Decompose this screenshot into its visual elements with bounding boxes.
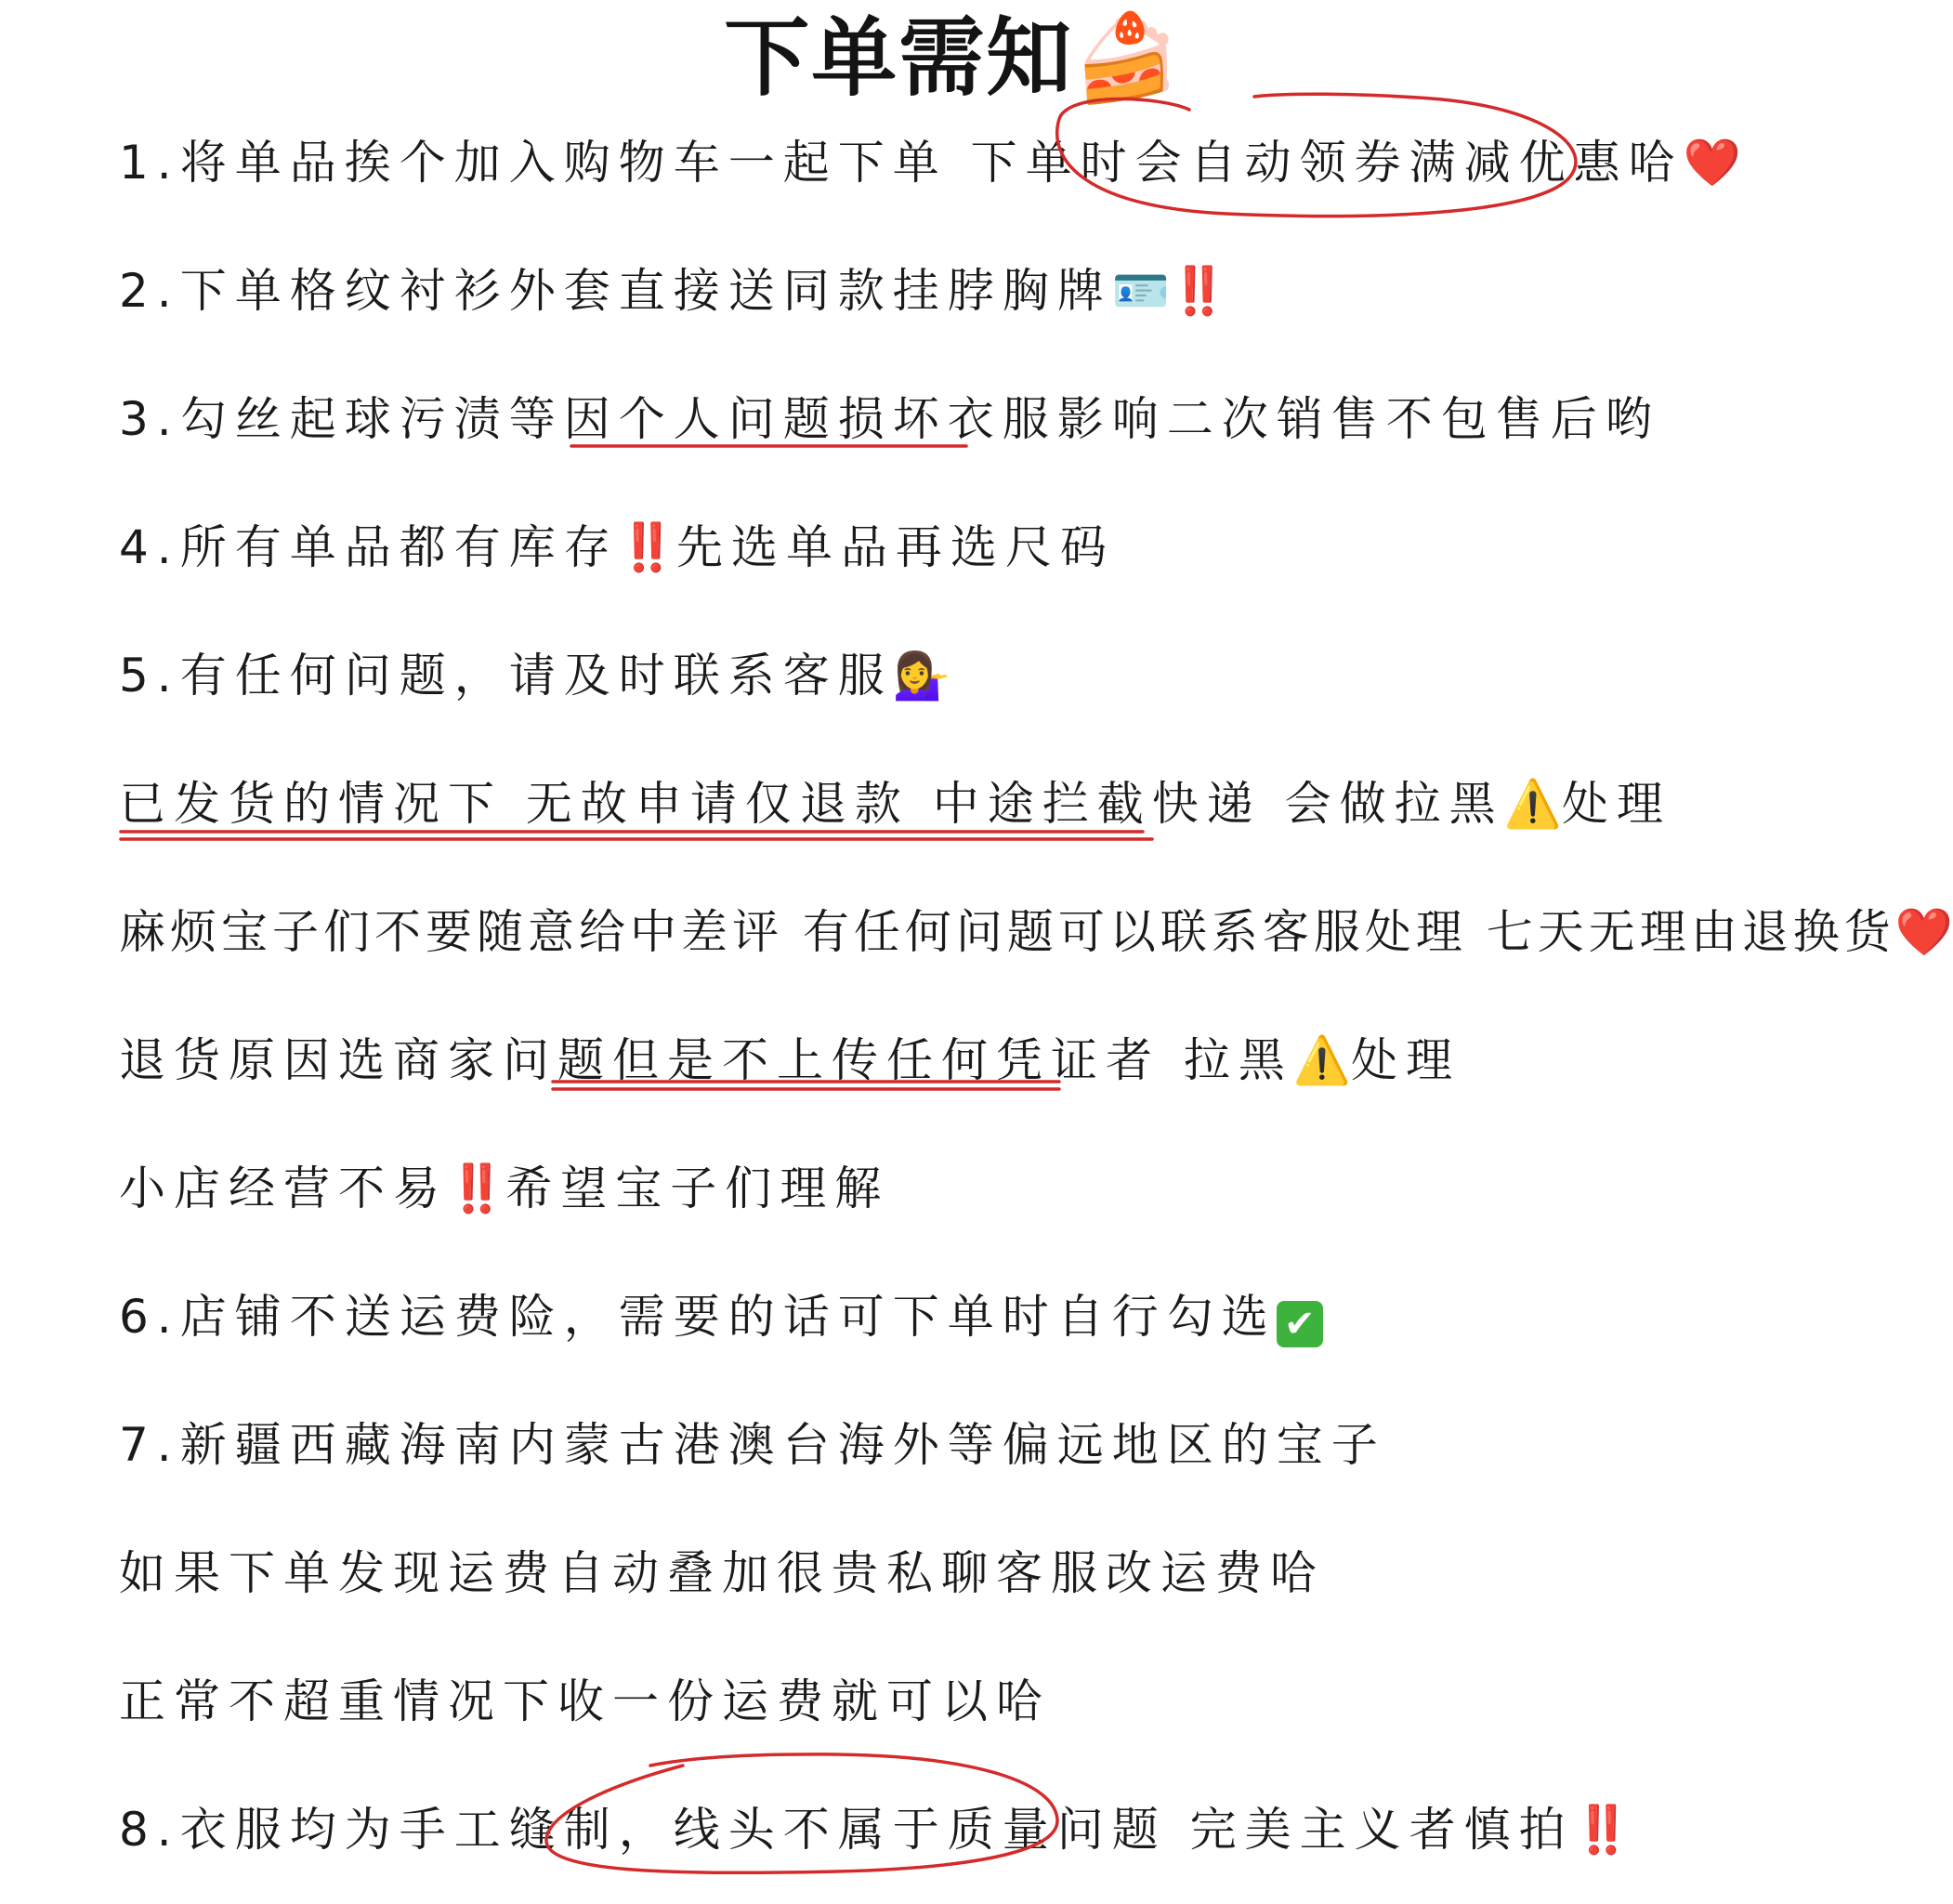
notice-line-6-text-b: 处理 — [1561, 777, 1671, 831]
notice-line-4-text-b: 先选单品再选尺码 — [675, 520, 1115, 574]
double-exclamation-icon: ‼️ — [448, 1162, 506, 1215]
notice-line-8 — [119, 1028, 1461, 1093]
warning-icon: ⚠️ — [1292, 1033, 1352, 1087]
double-exclamation-icon: ‼️ — [1169, 264, 1228, 318]
woman-tipping-hand-icon: 💁‍♀️ — [892, 649, 950, 703]
check-box-icon: ✔ — [1277, 1301, 1323, 1347]
notice-line-3 — [119, 387, 1660, 452]
page-title — [0, 7, 1904, 110]
notice-line-9-text-b: 希望宝子们理解 — [505, 1162, 890, 1215]
notice-line-2 — [119, 258, 1227, 323]
notice-line-7 — [119, 899, 1953, 965]
notice-line-12 — [119, 1541, 1325, 1606]
notice-line-1 — [119, 130, 1741, 195]
double-exclamation-icon: ‼️ — [1573, 1803, 1632, 1857]
notice-line-3-text: 3.勾丝起球污渍等因个人问题损坏衣服影响二次销售不包售后哟 — [119, 392, 1660, 446]
notice-line-8-text-b: 处理 — [1351, 1033, 1461, 1087]
notice-line-7-text: 麻烦宝子们不要随意给中差评 有任何问题可以联系客服处理 七天无理由退换货 — [119, 905, 1895, 959]
cake-icon: 🍰 — [1073, 8, 1180, 108]
notice-line-9 — [119, 1156, 889, 1221]
notice-line-4 — [119, 515, 1115, 580]
notice-line-4-text-a: 4.所有单品都有库存 — [119, 520, 619, 574]
notice-line-5 — [119, 643, 950, 708]
title-text: 下单需知 — [724, 8, 1074, 108]
notice-line-6 — [119, 771, 1671, 836]
notice-line-14 — [119, 1797, 1632, 1862]
notice-line-10 — [119, 1284, 1323, 1349]
notice-line-2-text: 2.下单格纹衬衫外套直接送同款挂脖胸牌 — [119, 264, 1112, 318]
notice-line-14-text: 8.衣服均为手工缝制，线头不属于质量问题 完美主义者慎拍 — [119, 1803, 1574, 1857]
double-exclamation-icon: ‼️ — [618, 520, 676, 574]
notice-line-5-text: 5.有任何问题，请及时联系客服 — [119, 649, 893, 703]
warning-icon: ⚠️ — [1503, 777, 1562, 831]
notice-line-13 — [119, 1669, 1051, 1734]
notice-line-11-text: 7.新疆西藏海南内蒙古港澳台海外等偏远地区的宝子 — [119, 1418, 1386, 1472]
badge-icon: 🪪 — [1111, 264, 1170, 318]
notice-line-12-text: 如果下单发现运费自动叠加很贵私聊客服改运费哈 — [119, 1546, 1325, 1600]
notice-line-8-text-a: 退货原因选商家问题但是不上传任何凭证者 拉黑 — [119, 1033, 1293, 1087]
notice-line-11 — [119, 1412, 1386, 1477]
notice-line-13-text: 正常不超重情况下收一份运费就可以哈 — [119, 1674, 1051, 1728]
heart-icon: ❤️ — [1894, 905, 1953, 959]
notice-line-1-text: 1.将单品挨个加入购物车一起下单 下单时会自动领券满减优惠哈 — [119, 136, 1684, 190]
heart-icon: ❤️ — [1683, 136, 1741, 190]
notice-line-10-text: 6.店铺不送运费险，需要的话可下单时自行勾选 — [119, 1290, 1277, 1344]
notice-line-9-text-a: 小店经营不易 — [119, 1162, 448, 1215]
notice-line-6-text-a: 已发货的情况下 无故申请仅退款 中途拦截快递 会做拉黑 — [119, 777, 1504, 831]
